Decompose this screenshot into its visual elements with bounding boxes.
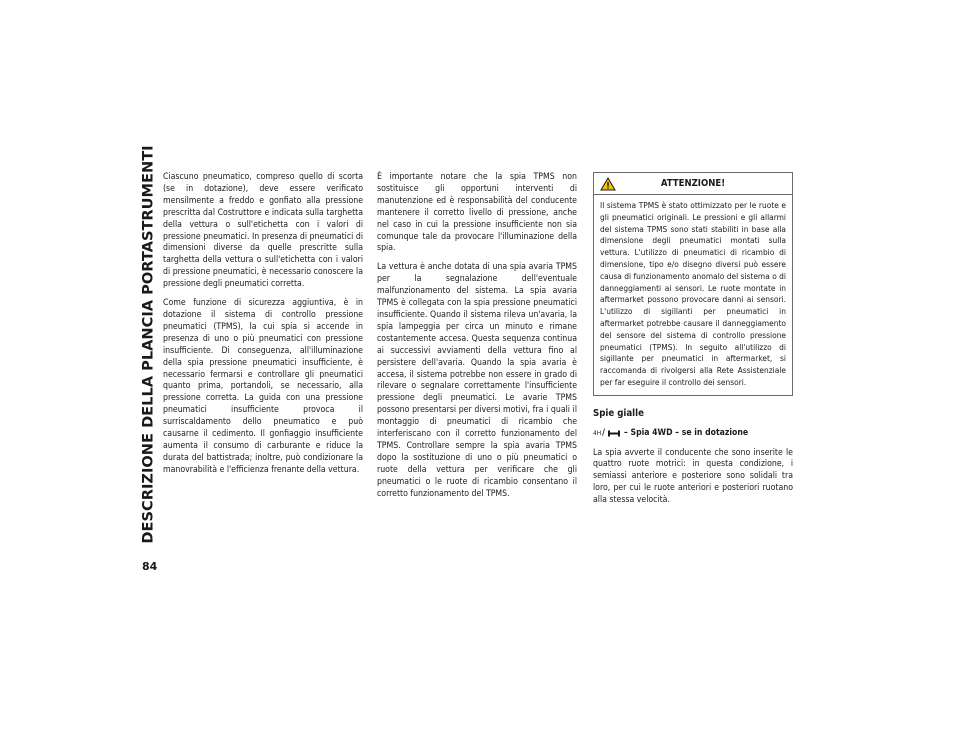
side-chapter-title	[138, 145, 158, 544]
subsection-slash: /	[602, 427, 605, 438]
column-right	[593, 172, 793, 514]
section-title: Spie gialle	[593, 407, 644, 419]
chapter-title-text: DESCRIZIONE DELLA PLANCIA PORTASTRUMENTI	[139, 145, 157, 544]
paragraph: La spia avverte il conducente che sono inserite le quattro ruote motrici: in questa condizione, i semiassi anteriore e posteriore sono solidali tra loro, per cui le ruote anteriori e posteriori ruotano alla stessa velocità.	[593, 447, 793, 506]
warning-triangle-icon	[600, 177, 616, 191]
page-number: 84	[142, 560, 158, 573]
warning-title: ATTENZIONE!	[660, 177, 726, 189]
warning-header	[594, 173, 792, 195]
paragraph: È importante notare che la spia TPMS non sostituisce gli opportuni interventi di manutenzione ed è responsabilità del conducente mantenere il corretto livello di pressione, anche nel caso in cui la pressione insufficiente non sia comunque tale da provocare l'illuminazione della spia.	[377, 172, 577, 254]
warning-body: Il sistema TPMS è stato ottimizzato per le ruote e gli pneumatici originali. Le pressioni e gli allarmi del sistema TPMS sono stati stabiliti in base alla dimensione degli pneumatici montati sulla vettura. L'utilizzo di pneumatici di ricambio di dimensione, tipo e/o disegno diversi può essere causa di funzionamento anomalo del sistema o di danneggiamenti ai sensori. Le ruote montate in aftermarket possono provocare danni ai sensori. L'utilizzo di sigillanti per pneumatici in aftermarket potrebbe causare il danneggiamento del sensore del sistema di controllo pressione pneumatici (TPMS). In seguito all'utilizzo di sigillante per pneumatici in aftermarket, si raccomanda di rivolgersi alla Rete Assistenziale per far eseguire il controllo dei sensori.	[600, 200, 786, 387]
paragraph: La vettura è anche dotata di una spia avaria TPMS per la segnalazione dell'eventuale malfunzionamento del sistema. La spia avaria TPMS è collegata con la spia pressione pneumatici insufficiente. Quando il sistema rileva un'avaria, la spia lampeggia per circa un minuto e rimane costantemente accesa. Questa sequenza continua ai successivi avviamenti della vettura fino al persistere dell'avaria. Quando la spia avaria è accesa, il sistema potrebbe non essere in grado di rilevare o segnalare correttamente l'insufficiente pressione degli pneumatici. Le avarie TPMS possono presentarsi per diversi motivi, fra i quali il montaggio di pneumatici di ricambio che interferiscano con il corretto funzionamento del TPMS. Controllare sempre la spia avaria TPMS dopo la sostituzione di uno o più pneumatici o ruote della vettura per verificare che gli pneumatici o le ruote di ricambio consentano il corretto funzionamento del TPMS.	[377, 262, 577, 499]
subsection-title-row	[593, 428, 793, 440]
warning-box	[593, 172, 793, 396]
4h-indicator-icon: 4H	[593, 428, 602, 437]
paragraph: Come funzione di sicurezza aggiuntiva, è in dotazione il sistema di controllo pressione pneumatici (TPMS), la cui spia si accende in presenza di uno o più pneumatici con pressione insufficiente. Di conseguenza, all'illuminazione della spia pressione pneumatici insufficiente, è necessario fermarsi e controllare gli pneumatici quanto prima, portandoli, se necessario, alla pressione corretta. La guida con una pressione pneumatici insufficiente provoca il surriscaldamento dello pneumatico e può causarne il cedimento. Il gonfiaggio insufficiente aumenta il consumo di carburante e riduce la durata del battistrada; inoltre, può condizionare la manovrabilità e l'efficienza frenante della vettura.	[163, 298, 363, 475]
column-left	[163, 172, 363, 484]
4wd-indicator-icon	[608, 430, 620, 437]
column-middle	[377, 172, 577, 507]
paragraph: Ciascuno pneumatico, compreso quello di scorta (se in dotazione), deve essere verificato mensilmente a freddo e gonfiato alla pressione prescritta dal Costruttore e indicata sulla targhetta della vettura o sull'etichetta con i valori di pressione pneumatici. In presenza di pneumatici di dimensioni diverse da quelle prescritte sulla targhetta della vettura o sull'etichetta con i valori di pressione pneumatici, è necessario conoscere la pressione degli pneumatici corretta.	[163, 172, 363, 290]
subsection-title: – Spia 4WD – se in dotazione	[623, 427, 749, 438]
